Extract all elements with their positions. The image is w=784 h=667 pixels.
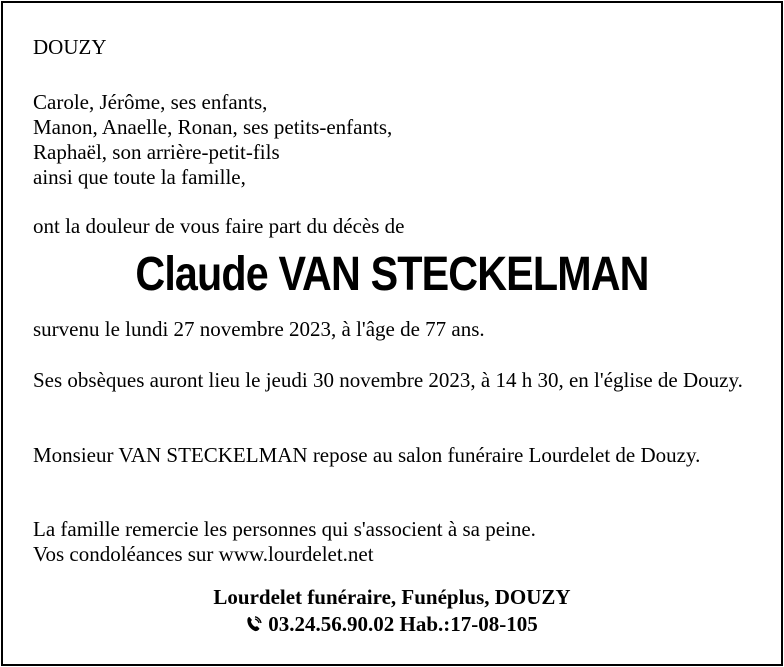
phone-number: 03.24.56.90.02 Hab.:17-08-105 bbox=[268, 612, 538, 636]
family-line: ainsi que toute la famille, bbox=[33, 165, 246, 189]
location-heading: DOUZY bbox=[33, 35, 107, 59]
funeral-home-phone bbox=[3, 611, 781, 638]
death-date: survenu le lundi 27 novembre 2023, à l'âge de 77 ans. bbox=[33, 317, 485, 341]
funeral-home-footer bbox=[3, 584, 781, 638]
family-line: Carole, Jérôme, ses enfants, bbox=[33, 90, 268, 114]
obituary-notice bbox=[1, 1, 783, 666]
thanks-line: La famille remercie les personnes qui s'associent à sa peine. bbox=[33, 517, 536, 541]
family-line: Raphaël, son arrière-petit-fils bbox=[33, 140, 280, 164]
funeral-details: Ses obsèques auront lieu le jeudi 30 novembre 2023, à 14 h 30, en l'église de Douzy. bbox=[33, 368, 743, 392]
family-list bbox=[33, 90, 753, 190]
thanks-block bbox=[33, 517, 753, 567]
deceased-name: Claude VAN STECKELMAN bbox=[135, 248, 649, 301]
announcement-intro: ont la douleur de vous faire part du décès de bbox=[33, 214, 405, 238]
condolences-line: Vos condoléances sur www.lourdelet.net bbox=[33, 542, 374, 566]
phone-icon bbox=[246, 612, 262, 628]
funeral-home-name: Lourdelet funéraire, Funéplus, DOUZY bbox=[213, 585, 571, 609]
resting-place: Monsieur VAN STECKELMAN repose au salon funéraire Lourdelet de Douzy. bbox=[33, 443, 701, 467]
family-line: Manon, Anaelle, Ronan, ses petits-enfants, bbox=[33, 115, 393, 139]
